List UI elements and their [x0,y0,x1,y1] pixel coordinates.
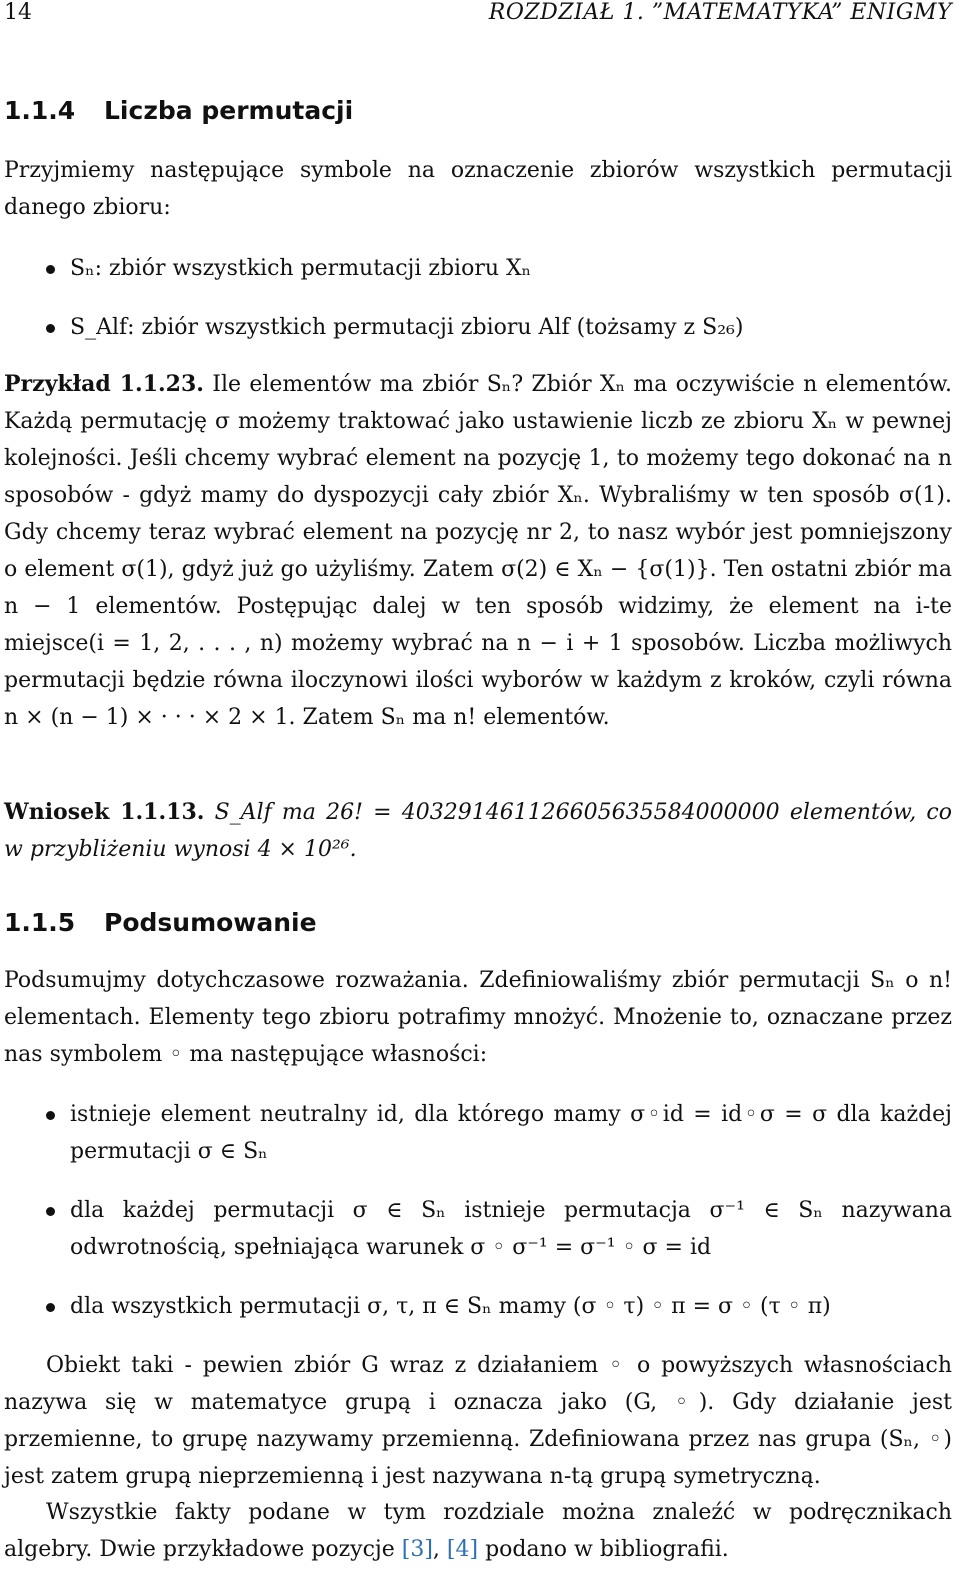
citation-link[interactable]: [3] [401,1537,433,1562]
bullet-icon [46,1303,55,1312]
summary-intro-paragraph: Podsumujmy dotychczasowe rozważania. Zdefiniowaliśmy zbiór permutacji Sₙ o n! elementach. Elementy tego zbioru potrafimy mnożyć. Mnożenie to, oznaczane przez nas symbolem ◦ ma następujące własności: [4,968,952,1067]
section-heading-1-1-4 [4,96,952,125]
bullet-icon [46,324,55,333]
list-item: dla wszystkich permutacji σ, τ, π ∈ Sₙ mamy (σ ◦ τ) ◦ π = σ ◦ (τ ◦ π) [4,1288,952,1325]
bullet-icon [46,1207,55,1216]
list-item: S_Alf: zbiór wszystkich permutacji zbioru Alf (tożsamy z S₂₆) [4,309,952,346]
page-number: 14 [4,0,32,25]
section-title: Liczba permutacji [104,96,354,125]
citation-link[interactable]: [4] [446,1537,479,1562]
list-item: istnieje element neutralny id, dla którego mamy σ◦id = id◦σ = σ dla każdej permutacji σ ∈ Sₙ [4,1096,952,1170]
section-number: 1.1.5 [4,908,76,937]
section-title: Podsumowanie [104,908,317,937]
section-intro-paragraph: Przyjmiemy następujące symbole na oznaczenie zbiorów wszystkich permutacji danego zbioru: [4,158,952,220]
corollary-text: S_Alf ma 26! = 403291461126605635584000000 elementów, co w przybliżeniu wynosi 4 × 10²⁶. [4,800,952,862]
example-label: Przykład 1.1.23. [4,371,204,397]
list-item: Sₙ: zbiór wszystkich permutacji zbioru Xₙ [4,250,952,287]
corollary-label: Wniosek 1.1.13. [4,799,205,825]
references-paragraph: Wszystkie fakty podane w tym rozdziale można znaleźć w podręcznikach algebry. Dwie przykładowe pozycje [3], [4] podano w bibliografii. [4,1500,952,1562]
properties-list [4,1096,952,1325]
list-item: dla każdej permutacji σ ∈ Sₙ istnieje permutacja σ⁻¹ ∈ Sₙ nazywana odwrotnością, spełniająca warunek σ ◦ σ⁻¹ = σ⁻¹ ◦ σ = id [4,1192,952,1266]
example-text: Ile elementów ma zbiór Sₙ? Zbiór Xₙ ma oczywiście n elementów. Każdą permutację σ możemy traktować jako ustawienie liczb ze zbioru Xₙ w pewnej kolejności. Jeśli chcemy wybrać element na pozycję 1, to możemy tego dokonać na n sposobów - gdyż mamy do dyspozycji cały zbiór Xₙ. Wybraliśmy w ten sposób σ(1). Gdy chcemy teraz wybrać element na pozycję nr 2, to nasz wybór jest pomniejszony o element σ(1), gdyż już go użyliśmy. Zatem σ(2) ∈ Xₙ − {σ(1)}. Ten ostatni zbiór ma n − 1 elementów. Postępując dalej w ten sposób widzimy, że element na i-te miejsce(i = 1, 2, . . . , n) możemy wybrać na n − i + 1 sposobów. Liczba możliwych permutacji będzie równa iloczynowi ilości wyborów w każdym z kroków, czyli równa n × (n − 1) × · · · × 2 × 1. Zatem Sₙ ma n! elementów. [4,372,953,730]
group-definition-paragraph: Obiekt taki - pewien zbiór G wraz z działaniem ◦ o powyższych własnościach nazywa się w matematyce grupą i oznacza jako (G, ◦). Gdy działanie jest przemienne, to grupę nazywamy przemienną. Zdefiniowana przez nas grupa (Sₙ, ◦) jest zatem grupą nieprzemienną i jest nazywana n-tą grupą symetryczną. [4,1353,952,1489]
bullet-icon [46,265,55,274]
running-header [4,0,952,28]
section-number: 1.1.4 [4,96,76,125]
corollary-paragraph [4,794,952,868]
symbol-list [4,250,952,346]
section-heading-1-1-5 [4,908,952,937]
bullet-icon [46,1111,55,1120]
running-title: ROZDZIAŁ 1. ”MATEMATYKA” ENIGMY [488,0,952,25]
example-paragraph [4,366,952,736]
